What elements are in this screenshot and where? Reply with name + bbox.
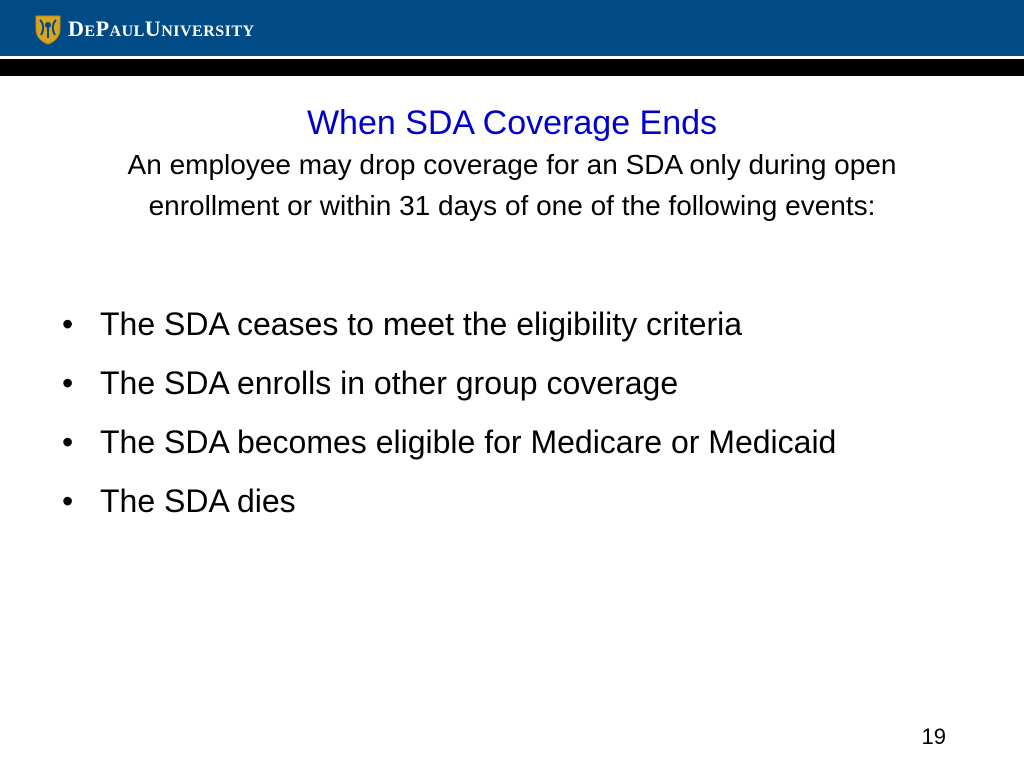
- bullet-item: [60, 423, 940, 461]
- bullet-icon: •: [62, 365, 74, 401]
- logo-wordmark: DEPAULUNIVERSITY: [68, 16, 255, 41]
- bullet-icon: •: [62, 483, 74, 519]
- depaul-logo: [34, 12, 255, 46]
- bullet-text: The SDA dies: [100, 483, 296, 519]
- bullet-item: [60, 305, 940, 343]
- slide-title: When SDA Coverage Ends: [306, 104, 718, 142]
- bullet-list: [60, 305, 940, 541]
- bullet-item: [60, 364, 940, 402]
- bullet-text: The SDA enrolls in other group coverage: [100, 365, 679, 401]
- title-block: [60, 102, 964, 226]
- depaul-shield-icon: [34, 13, 62, 45]
- header-black-stripe: [0, 59, 1024, 76]
- bullet-text: The SDA becomes eligible for Medicare or Medicaid: [100, 424, 837, 460]
- bullet-icon: •: [62, 306, 74, 342]
- header-bar: [0, 0, 1024, 56]
- bullet-item: [60, 482, 940, 520]
- slide-subtitle: An employee may drop coverage for an SDA only during open enrollment or within 31 days of one of the following events:: [127, 149, 897, 221]
- bullet-text: The SDA ceases to meet the eligibility criteria: [100, 306, 743, 342]
- page-number: 19: [921, 724, 946, 749]
- bullet-icon: •: [62, 424, 74, 460]
